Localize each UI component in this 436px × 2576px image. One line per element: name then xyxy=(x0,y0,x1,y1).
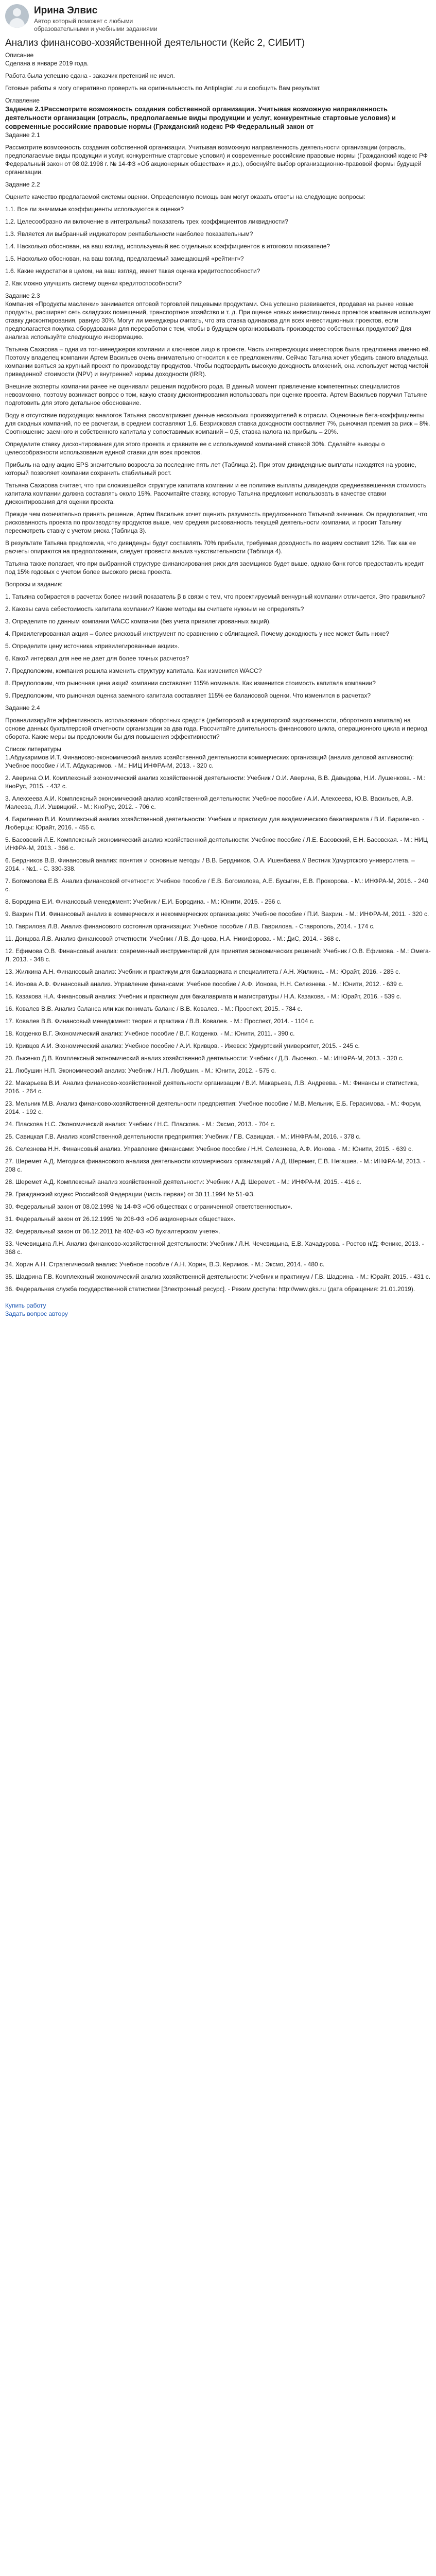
bibliography-item: 1.Абдукаримов И.Т. Финансово-экономический анализ хозяйственной деятельности коммерческих организаций (анализ деловой активности): Учебное пособие / И.Т. Абдукаримов. - М.: НИЦ ИНФРА-М, 2013. - 320 с. xyxy=(5,754,414,769)
bibliography-item: 35. Шадрина Г.В. Комплексный экономический анализ хозяйственной деятельности: Учебник и практикум / Г.В. Шадрина. - М.: Юрайт, 2015. - 431 с. xyxy=(5,1273,431,1280)
bibliography-item: 19. Кривцов А.И. Экономический анализ: Учебное пособие / А.И. Кривцов. - Ижевск: Удмуртский университет, 2015. - 245 с. xyxy=(5,1042,360,1049)
bibliography-item: 31. Федеральный закон от 26.12.1995 № 208-ФЗ «Об акционерных обществах». xyxy=(5,1215,236,1223)
task-text: Проанализируйте эффективность использования оборотных средств (дебиторской и кредиторской задолженности, оборотного капитала) на основе данных бухгалтерской отчетности организации за два года. Рассчитайте длительность финансового цикла, операционного цикла и период оборота. Какие меры вы предложили бы для повышения эффективности? xyxy=(5,717,428,740)
task-text: Вопросы и задания: xyxy=(5,581,63,588)
task-text: В результате Татьяна предложила, что дивиденды будут составлять 70% прибыли, требуемая доходность по акциям составит 12%. Так как ее расчеты опираются на предположения, следует провести анализ чувствительности (Таблица 4). xyxy=(5,539,416,555)
task-text: Оцените качество предлагаемой системы оценки. Определенную помощь вам могут оказать ответы на следующие вопросы: xyxy=(5,193,365,200)
task-text: Внешние эксперты компании ранее не оценивали решения подобного рода. В данный момент привлечение компетентных специалистов невозможно, поэтому возникает вопрос о том, какую ставку дисконтирования использовать при оценке проекта. Артем Васильев поручил Татьяне подготовить для этого детальное обоснование. xyxy=(5,383,427,406)
bibliography-item: 17. Ковалев В.В. Финансовый менеджмент: теория и практика / В.В. Ковалев. - М.: Проспект, 2014. - 1104 с. xyxy=(5,1018,315,1025)
section-label: Описание xyxy=(5,52,34,59)
question-list xyxy=(5,592,431,704)
bibliography-item: 7. Богомолова Е.В. Анализ финансовой отчетности: Учебное пособие / Е.В. Богомолова, А.Е. Бусыгин, Е.В. Прохорова. - М.: ИНФРА-М, 2016. - 240 с. xyxy=(5,877,428,893)
bibliography-item: 8. Бородина Е.И. Финансовый менеджмент: Учебник / Е.И. Бородина. - М.: Юнити, 2015. - 256 с. xyxy=(5,898,282,905)
bibliography-item: 14. Ионова А.Ф. Финансовый анализ. Управление финансами: Учебное пособие / А.Ф. Ионова, Н.Н. Селезнева. - М.: Юнити, 2012. - 639 с. xyxy=(5,980,404,988)
question-item: 7. Предположим, компания решила изменить структуру капитала. Как изменится WACC? xyxy=(5,667,262,674)
task-text: Прежде чем окончательно принять решение, Артем Васильев хочет оценить разумность предложенного Татьяной значения. Он предполагает, что рискованность проекта по производству продуктов выше, чем средняя рискованность текущей деятельности компании, и просит Татьяну пересмотреть ставку с учетом риска (Таблица 3). xyxy=(5,511,427,534)
done-for-text: Работа была успешно сдана - заказчик претензий не имел. xyxy=(5,72,175,79)
question-item: 5. Определите цену источника «привилегированные акции». xyxy=(5,642,180,650)
bibliography-item: 34. Хорин А.Н. Стратегический анализ: Учебное пособие / А.Н. Хорин, В.Э. Керимов. - М.: Эксмо, 2014. - 480 с. xyxy=(5,1261,325,1268)
bibliography-item: 13. Жилкина А.Н. Финансовый анализ: Учебник и практикум для бакалавриата и специалитета / А.Н. Жилкина. - М.: Юрайт, 2016. - 285 с. xyxy=(5,968,400,975)
task-label: Задание 2.3 xyxy=(5,292,40,299)
bibliography-item: 28. Шеремет А.Д. Комплексный анализ хозяйственной деятельности: Учебник / А.Д. Шеремет. - М.: ИНФРА-М, 2015. - 416 с. xyxy=(5,1178,361,1185)
question-item: 9. Предположим, что рыночная оценка заемного капитала составляет 115% ее балансовой оценки. Что изменится в расчетах? xyxy=(5,692,371,699)
question-item: 1.6. Какие недостатки в целом, на ваш взгляд, имеет такая оценка кредитоспособности? xyxy=(5,267,260,275)
bibliography-item: 36. Федеральная служба государственной статистики [Электронный ресурс]. - Режим доступа: http://www.gks.ru (дата обращения: 21.01.2019). xyxy=(5,1285,415,1293)
task-label: Задание 2.4 xyxy=(5,704,40,711)
question-item: 2. Как можно улучшить систему оценки кредитоспособности? xyxy=(5,280,182,287)
section-label: Оглавление xyxy=(5,97,40,104)
question-item: 3. Определите по данным компании WACC компании (без учета привилегированных акций). xyxy=(5,618,271,625)
bibliography-item: 12. Ефимова О.В. Финансовый анализ: современный инструментарий для принятия экономических решений: Учебник / О.В. Ефимова. - М.: Омега-Л, 2013. - 348 с. xyxy=(5,947,431,963)
bibliography-item: 5. Басовский Л.Е. Комплексный экономический анализ хозяйственной деятельности: Учебное пособие / Л.Е. Басовский, Е.Н. Басовская. - М.: НИЦ ИНФРА-М, 2013. - 366 с. xyxy=(5,836,428,852)
bibliography-item: 18. Когденко В.Г. Экономический анализ: Учебное пособие / В.Г. Когденко. - М.: Юнити, 2011. - 390 с. xyxy=(5,1030,295,1037)
author-block xyxy=(5,4,431,33)
task-text: Компания «Продукты масленки» занимается оптовой торговлей пищевыми продуктами. Она успешно развивается, продавая на рынке новые продукты, расширяет сеть складских помещений, транспортное хозяйство и т. д. При оценке новых инвестиционных проектов компания использует ставку дисконтирования, равную 30%. Могут ли менеджеры считать, что эта ставка одинакова для всех инвестиционных проектов, если предполагается покупка оборудования для переработки с тем, чтобы в будущем организовывать производство собственных продуктов? Для анализа используйте следующую информацию. xyxy=(5,300,431,341)
bibliography-item: 26. Селезнева Н.Н. Финансовый анализ. Управление финансами: Учебное пособие / Н.Н. Селезнева, А.Ф. Ионова. - М.: Юнити, 2015. - 639 с. xyxy=(5,1145,413,1153)
bibliography-item: 25. Савицкая Г.В. Анализ хозяйственной деятельности предприятия: Учебник / Г.В. Савицкая. - М.: ИНФРА-М, 2016. - 378 с. xyxy=(5,1133,361,1140)
question-item: 1.5. Насколько обоснован, на ваш взгляд, предлагаемый замещающий «рейтинг»? xyxy=(5,255,244,262)
question-item: 6. Какой интервал для нее не дает для более точных расчетов? xyxy=(5,655,189,662)
question-item: 1.4. Насколько обоснован, на ваш взгляд, используемый вес отдельных коэффициентов в итоговом показателе? xyxy=(5,243,330,250)
avatar[interactable] xyxy=(5,4,29,28)
bibliography-item: 33. Чечевицына Л.Н. Анализ финансово-хозяйственной деятельности: Учебник / Л.Н. Чечевицына, Е.В. Хачадурова. - Ростов н/Д: Феникс, 2013. - 368 с. xyxy=(5,1240,424,1256)
footer-link[interactable]: Купить работу xyxy=(5,1302,46,1309)
bibliography-item: 16. Ковалев В.В. Анализ баланса или как понимать баланс / В.В. Ковалев. - М.: Проспект, 2015. - 784 с. xyxy=(5,1005,303,1012)
task-text: Татьяна Сахарова – одна из топ-менеджеров компании и ключевое лицо в проекте. Часть интересующих инвесторов была предложена именно ей. Поэтому владелец компании Артем Васильев очень внимательно относится к ее предложениям. Сейчас Татьяна хочет убедить самого владельца компании взяться за крупный проект по производству продуктов. Чтобы подтвердить высокую доходность вложений, она использует метод чистой приведенной стоимости (NPV) и внутренней нормы доходности (IRR). xyxy=(5,346,430,378)
author-name[interactable]: Ирина Элвис xyxy=(34,5,98,16)
section-label: Список литературы xyxy=(5,745,61,753)
footer-links xyxy=(5,1301,431,1318)
bibliography-item: 20. Лысенко Д.В. Комплексный экономический анализ хозяйственной деятельности: Учебник / Д.В. Лысенко. - М.: ИНФРА-М, 2013. - 320 с. xyxy=(5,1055,404,1062)
task-label: Задание 2.2 xyxy=(5,181,40,188)
question-item: 8. Предположим, что рыночная цена акций компании составляет 115% номинала. Как изменится стоимость капитала компании? xyxy=(5,680,376,687)
task-text: Рассмотрите возможность создания собственной организации. Учитывая возможную направленность деятельности организации (отрасль, предполагаемые виды продукции и услуг, конкурентные стартовые условия) и современные российские правовые нормы (Гражданский кодекс РФ Федеральный закон от 08.02.1998 г. № 14-ФЗ «Об акционерных обществах» и др.), обоснуйте выбор организационно-правовой формы будущей организации. xyxy=(5,144,428,176)
footer-link[interactable]: Задать вопрос автору xyxy=(5,1310,68,1317)
bibliography-item: 22. Макарьева В.И. Анализ финансово-хозяйственной деятельности организации / В.И. Макарьева, Л.В. Андреева. - М.: Финансы и статистика, 2016. - 264 с. xyxy=(5,1079,419,1095)
task-text: Татьяна Сахарова считает, что при сложившейся структуре капитала компании и ее политике выплаты дивидендов средневзвешенная стоимость капитала компании должна составлять около 15%. Рассчитайте ставку, которую Татьяна предложит использовать в качестве ставки дисконтирования для оценки проекта. xyxy=(5,482,427,505)
question-item: 1.3. Является ли выбранный индикатором рентабельности наиболее показательным? xyxy=(5,230,253,238)
bibliography-item: 6. Бердников В.В. Финансовый анализ: понятия и основные методы / В.В. Бердников, О.А. Ишенбаева // Вестник Удмуртского университета. – 2014. - №1. - С. 330-338. xyxy=(5,857,415,872)
bibliography-item: 15. Казакова Н.А. Финансовый анализ: Учебник и практикум для бакалавриата и магистратуры / Н.А. Казакова. - М.: Юрайт, 2016. - 539 с. xyxy=(5,993,402,1000)
bibliography-item: 27. Шеремет А.Д. Методика финансового анализа деятельности коммерческих организаций / А.Д. Шеремет, Е.В. Негашев. - М.: ИНФРА-М, 2013. - 208 с. xyxy=(5,1158,426,1173)
created-text: Сделана в январе 2019 года. xyxy=(5,60,89,67)
task-label: Задание 2.1 xyxy=(5,131,40,139)
bibliography-item: 30. Федеральный закон от 08.02.1998 № 14-ФЗ «Об обществах с ограниченной ответственностью». xyxy=(5,1203,292,1210)
question-item: 1. Татьяна собирается в расчетах более низкий показатель β в связи с тем, что проектируемый венчурный компании отличается. Это правильно? xyxy=(5,593,426,600)
author-description: Автор который поможет с любыми образовательными и учебными заданиями xyxy=(34,18,158,32)
bibliography-list xyxy=(5,753,431,1297)
task-text: Татьяна также полагает, что при выбранной структуре финансирования риск для заемщиков будет выше, однако банк готов предоставить кредит под 15% годовых с учетом более высокого риска проекта. xyxy=(5,560,424,575)
question-item: 4. Привилегированная акция – более рисковый инструмент по сравнению с облигацией. Почему доходность у нее может быть ниже? xyxy=(5,630,389,637)
bibliography-item: 24. Пласкова Н.С. Экономический анализ: Учебник / Н.С. Пласкова. - М.: Эксмо, 2013. - 704 с. xyxy=(5,1121,276,1128)
task-text: Воду в отсутствие подходящих аналогов Татьяна рассматривает данные нескольких производителей в отрасли. Оценочные бета-коэффициенты для сходных компаний, по ее расчетам, в среднем составляют 1,6. Безрисковая ставка доходности составляет 7%, рыночная премия за риск – 8%. Соотношение заемного и собственного капитала у сопоставимых компаний – 0,5, ставка налога на прибыль – 20%. xyxy=(5,412,430,435)
bibliography-item: 9. Вахрин П.И. Финансовый анализ в коммерческих и некоммерческих организациях: Учебное пособие / П.И. Вахрин. - М.: ИНФРА-М, 2011. - 320 с. xyxy=(5,910,429,918)
bibliography-item: 29. Гражданский кодекс Российской Федерации (часть первая) от 30.11.1994 № 51-ФЗ. xyxy=(5,1191,255,1198)
antiplagiat-text: Готовые работы я могу оперативно проверить на оригинальность по Antiplagiat .ru и сообщить Вам результат. xyxy=(5,84,321,92)
task-text: Определите ставку дисконтирования для этого проекта и сравните ее с используемой компанией ставкой 30%. Сделайте выводы о целесообразности использования единой ставки для всех проектов. xyxy=(5,440,385,456)
bibliography-item: 23. Мельник М.В. Анализ финансово-хозяйственной деятельности предприятия: Учебное пособие / М.В. Мельник, Е.Б. Герасимова. - М.: Форум, 2014. - 192 с. xyxy=(5,1100,422,1115)
bibliography-item: 32. Федеральный закон от 06.12.2011 № 402-ФЗ «О бухгалтерском учете». xyxy=(5,1228,220,1235)
task-heading: Задание 2.1Рассмотрите возможность создания собственной организации. Учитывая возможную направленность деятельности организации (отрасль, предполагаемые виды продукции и услуг, конкурентные стартовые условия) и современные российские правовые нормы (Гражданский кодекс РФ Федеральный закон от xyxy=(5,105,396,130)
page-title: Анализ финансово-хозяйственной деятельности (Кейс 2, СИБИТ) xyxy=(5,38,305,48)
bibliography-item: 11. Донцова Л.В. Анализ финансовой отчетности: Учебник / Л.В. Донцова, Н.А. Никифорова. - М.: ДиС, 2014. - 368 с. xyxy=(5,935,341,942)
question-item: 1.2. Целесообразно ли включение в интегральный показатель трех коэффициентов ликвидности? xyxy=(5,218,288,225)
bibliography-item: 10. Гаврилова Л.В. Анализ финансового состояния организации: Учебное пособие / Л.В. Гаврилова. - Ставрополь, 2014. - 174 с. xyxy=(5,923,375,930)
question-list xyxy=(5,205,431,292)
bibliography-item: 2. Аверина О.И. Комплексный экономический анализ хозяйственной деятельности: Учебник / О.И. Аверина, В.В. Давыдова, Н.И. Лушенкова. - М.: КноРус, 2015. - 432 с. xyxy=(5,774,426,790)
bibliography-item: 21. Любушин Н.П. Экономический анализ: Учебник / Н.П. Любушин. - М.: Юнити, 2012. - 575 с. xyxy=(5,1067,276,1074)
question-item: 2. Каковы сама себестоимость капитала компании? Какие методы вы считаете нужным не определять? xyxy=(5,605,304,613)
bibliography-item: 3. Алексеева А.И. Комплексный экономический анализ хозяйственной деятельности: Учебное пособие / А.И. Алексеева, Ю.В. Васильев, А.В. Малеева, Л.И. Ушвицкий. - М.: КноРус, 2012. - 706 с. xyxy=(5,795,413,810)
bibliography-item: 4. Бариленко В.И. Комплексный анализ хозяйственной деятельности: Учебник и практикум для академического бакалавриата / В.И. Бариленко. - Люберцы: Юрайт, 2016. - 455 с. xyxy=(5,816,425,831)
question-item: 1.1. Все ли значимые коэффициенты используются в оценке? xyxy=(5,206,184,213)
task-text: Прибыль на одну акцию EPS значительно возросла за последние пять лет (Таблица 2). При этом дивидендные выплаты находятся на уровне, который позволяет компании сохранить стабильный рост. xyxy=(5,461,416,477)
